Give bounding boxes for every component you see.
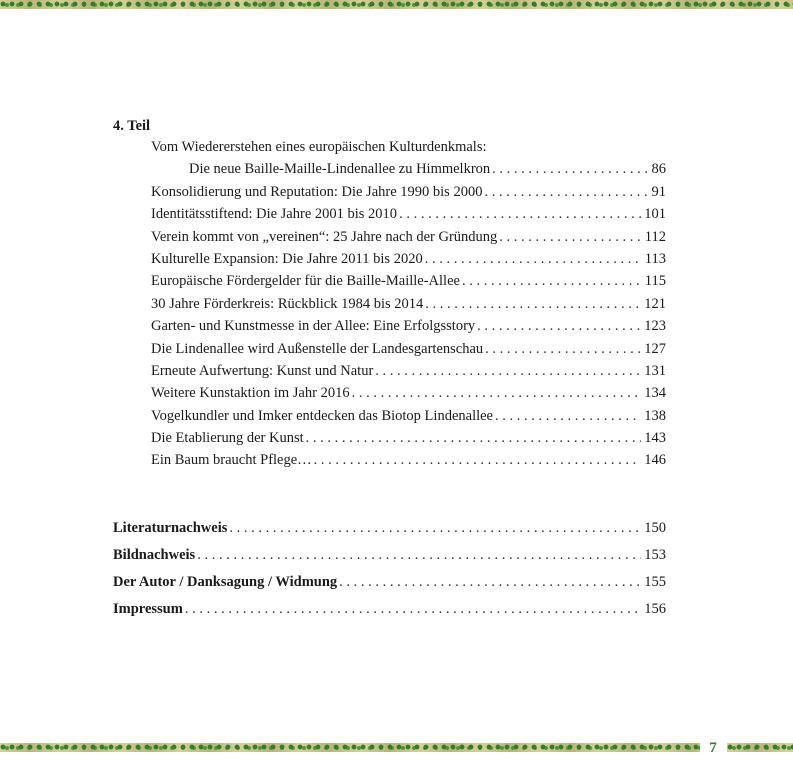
toc-entry[interactable] — [113, 405, 666, 427]
toc-entry-title: Identitätsstiftend: Die Jahre 2001 bis 2010 — [151, 206, 398, 223]
toc-entry[interactable] — [113, 270, 666, 292]
dot-leader — [425, 293, 641, 315]
dot-leader — [399, 203, 641, 225]
toc-entry[interactable] — [113, 248, 666, 270]
toc-entry-title: Ein Baum braucht Pflege… — [151, 452, 312, 469]
back-matter-list — [113, 515, 666, 623]
dot-leader — [477, 315, 641, 337]
table-of-contents — [113, 116, 666, 472]
toc-entry-page: 146 — [644, 452, 666, 469]
dot-leader — [499, 226, 642, 248]
dot-leader — [314, 449, 642, 471]
dot-leader — [339, 569, 641, 596]
toc-entry-page: 143 — [644, 430, 666, 447]
toc-entry-title: Verein kommt von „vereinen“: 25 Jahre nach der Gründung — [151, 228, 498, 245]
toc-entry-page: 123 — [644, 318, 666, 335]
dot-leader — [306, 427, 642, 449]
toc-entry[interactable] — [113, 338, 666, 360]
dot-leader — [375, 360, 641, 382]
back-matter-page: 153 — [644, 547, 666, 563]
decorative-border-bottom-right — [727, 743, 793, 752]
toc-entry[interactable] — [113, 382, 666, 404]
back-matter-entry[interactable] — [113, 515, 666, 542]
back-matter-title: Der Autor / Danksagung / Widmung — [113, 574, 338, 590]
toc-entry-page: 113 — [644, 250, 666, 267]
toc-entry[interactable] — [113, 449, 666, 471]
back-matter-page: 150 — [644, 520, 666, 536]
toc-entry-title: Garten- und Kunstmesse in der Allee: Eine Erfolgsstory — [151, 318, 476, 335]
back-matter-title: Literaturnachweis — [113, 520, 228, 536]
toc-entry-title: Die Lindenallee wird Außenstelle der Landesgartenschau — [151, 340, 484, 357]
back-matter-entry[interactable] — [113, 569, 666, 596]
toc-entry[interactable] — [113, 203, 666, 225]
dot-leader — [495, 405, 641, 427]
back-matter-page: 155 — [644, 574, 666, 590]
toc-entry-page: 112 — [644, 228, 666, 245]
toc-entry-title: Konsolidierung und Reputation: Die Jahre 1990 bis 2000 — [151, 183, 483, 200]
back-matter-title: Bildnachweis — [113, 547, 196, 563]
dot-leader — [185, 596, 641, 623]
dot-leader — [462, 270, 642, 292]
dot-leader — [484, 181, 648, 203]
toc-entry[interactable] — [113, 226, 666, 248]
dot-leader — [229, 515, 641, 542]
toc-entry-title: Europäische Fördergelder für die Baille-Maille-Allee — [151, 273, 460, 290]
toc-entry-title: Die neue Baille-Maille-Lindenallee zu Himmelkron — [189, 161, 491, 178]
toc-entry-title: 30 Jahre Förderkreis: Rückblick 1984 bis 2014 — [151, 295, 424, 312]
toc-entry-page: 101 — [644, 206, 666, 223]
toc-entry[interactable] — [113, 315, 666, 337]
toc-entry-title: Vogelkundler und Imker entdecken das Biotop Lindenallee — [151, 407, 493, 424]
toc-entry[interactable] — [113, 427, 666, 449]
toc-entry-page: 127 — [644, 340, 666, 357]
dot-leader — [197, 542, 641, 569]
toc-entry[interactable] — [113, 158, 666, 180]
dot-leader — [492, 158, 648, 180]
toc-entry[interactable] — [113, 293, 666, 315]
toc-entry-title: Weitere Kunstaktion im Jahr 2016 — [151, 385, 350, 402]
dot-leader — [352, 382, 642, 404]
toc-entry-title: Kulturelle Expansion: Die Jahre 2011 bis 2020 — [151, 250, 423, 267]
decorative-border-bottom-left — [0, 743, 700, 752]
toc-entry-page: 115 — [644, 273, 666, 290]
toc-entry-page: 131 — [644, 362, 666, 379]
toc-entry[interactable] — [113, 360, 666, 382]
toc-entry-page: 86 — [651, 161, 666, 178]
part-heading: 4. Teil — [113, 118, 151, 134]
dot-leader — [425, 248, 642, 270]
page-number: 7 — [709, 740, 717, 756]
toc-entry[interactable] — [113, 181, 666, 203]
back-matter-page: 156 — [644, 601, 666, 617]
toc-entry-first-line: Vom Wiedererstehen eines europäischen Kulturdenkmals: — [151, 139, 487, 155]
toc-entry-title: Erneute Aufwertung: Kunst und Natur — [151, 362, 374, 379]
back-matter-title: Impressum — [113, 601, 183, 617]
toc-entry-page: 91 — [651, 183, 666, 200]
decorative-border-top — [0, 0, 793, 9]
dot-leader — [485, 338, 641, 360]
back-matter-entry[interactable] — [113, 596, 666, 623]
toc-entry-page: 134 — [644, 385, 666, 402]
toc-entry-page: 121 — [644, 295, 666, 312]
back-matter-entry[interactable] — [113, 542, 666, 569]
toc-entry-page: 138 — [644, 407, 666, 424]
toc-entry-title: Die Etablierung der Kunst — [151, 430, 304, 447]
